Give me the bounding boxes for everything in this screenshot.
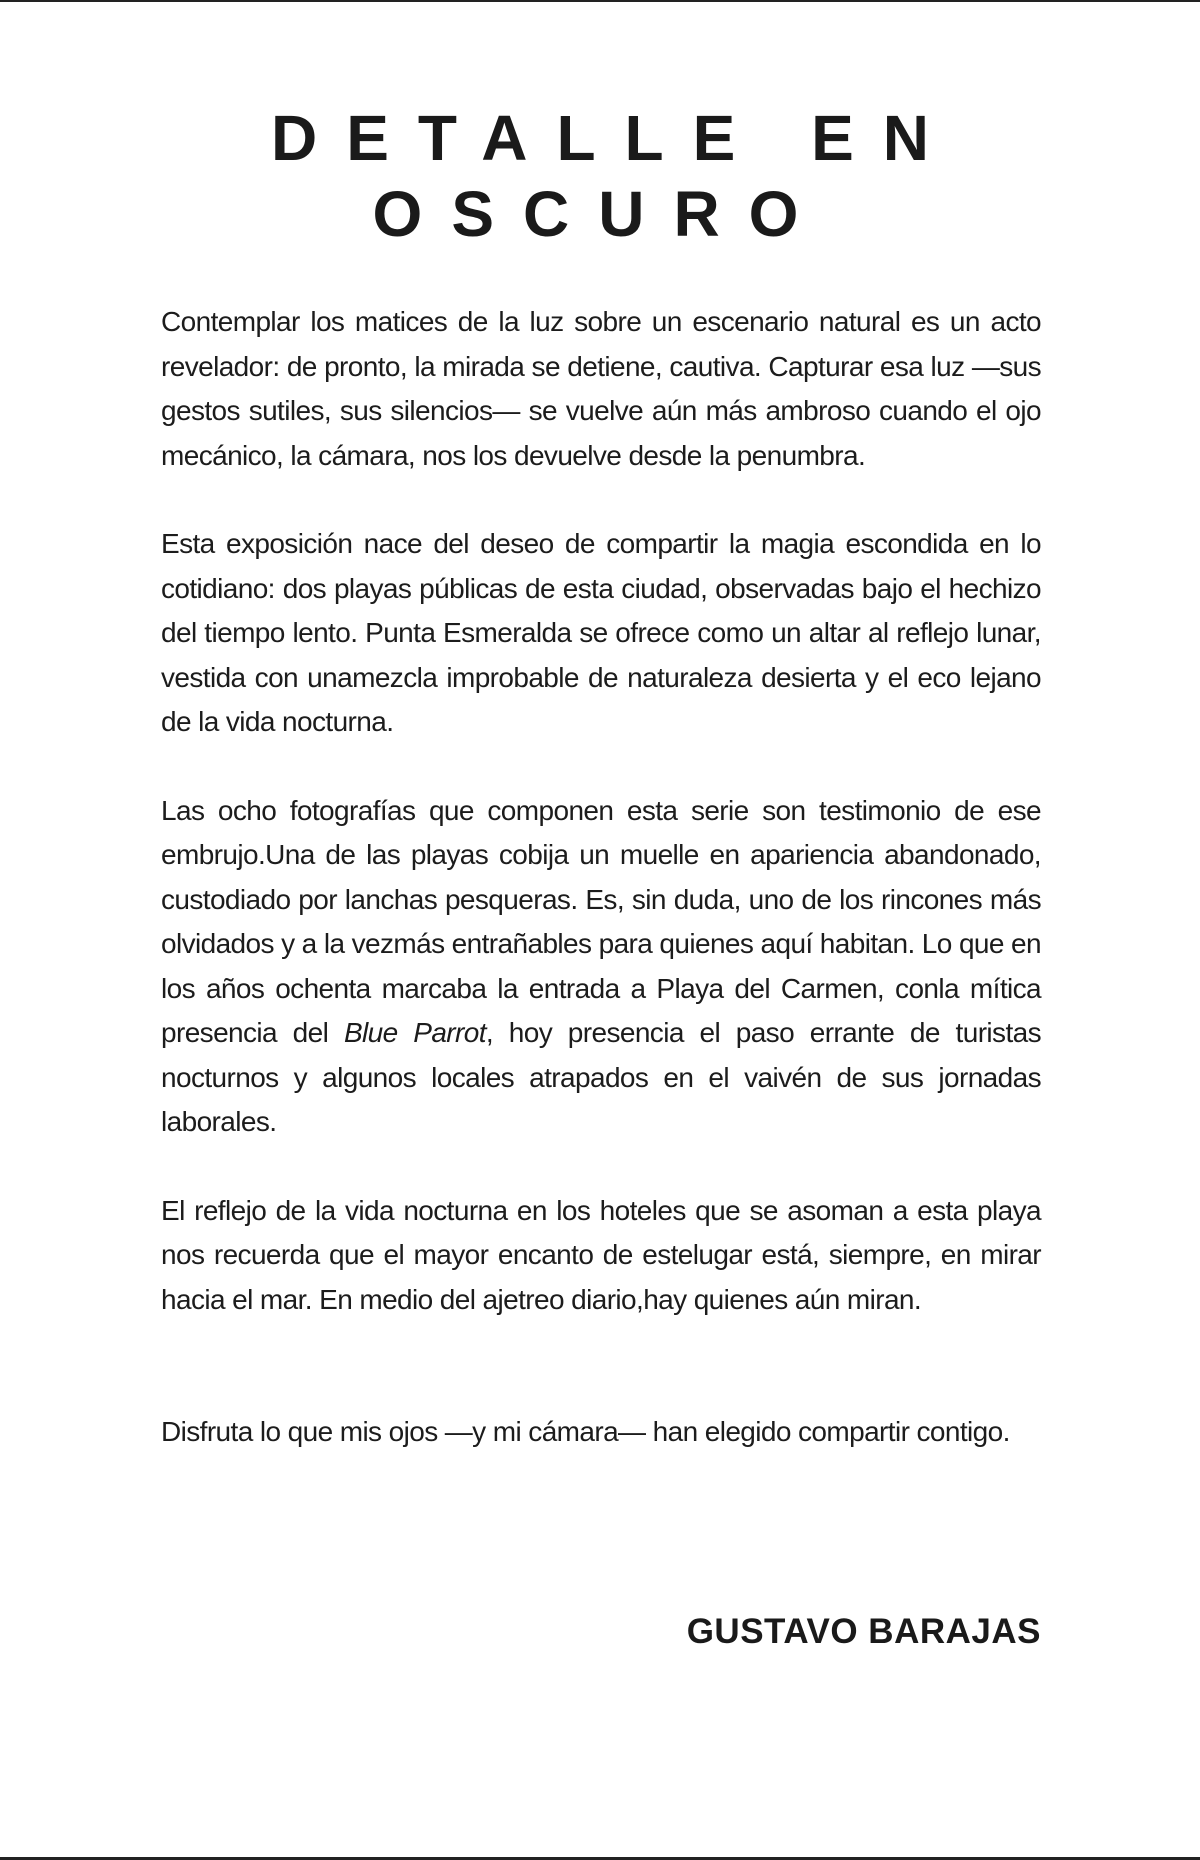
paragraph-2: Esta exposición nace del deseo de compartir la magia escondida en lo cotidiano: dos playas públicas de esta ciudad, observadas bajo el hechizo del tiempo lento. Punta Esmeralda se ofrece como un altar al reflejo lunar, vestida con unamezcla improbable de naturaleza desierta y el eco lejano de la vida nocturna. (161, 528, 1041, 737)
author-signature: GUSTAVO BARAJAS (686, 1612, 1041, 1651)
paragraph-4: El reflejo de la vida nocturna en los hoteles que se asoman a esta playa nos recuerda que el mayor encanto de estelugar está, siempre, en mirar hacia el mar. En medio del ajetreo diario,hay quienes aún miran. (161, 1194, 1041, 1315)
blue-parrot-title: Blue Parrot (343, 1017, 486, 1048)
exhibition-text (161, 300, 1041, 1499)
page-title: DETALLE EN OSCURO (270, 102, 959, 250)
paragraph-3-text-start: Las ocho fotografías que componen esta serie son testimonio de ese embrujo.Una de las playas cobija un muelle en apariencia abandonado, custodiado por lanchas pesqueras. Es, sin duda, uno de los rincones más olvidados y a la vezmás entrañables para quienes aquí habitan. Lo que en los años ochenta marcaba la entrada a Playa del Carmen, conla mítica presencia del (161, 794, 1041, 1048)
closing-line: Disfruta lo que mis ojos —y mi cámara— han elegido compartir contigo. (161, 1416, 1010, 1447)
paragraph-3-text-end: , hoy presencia el paso errante de turistas nocturnos y algunos locales atrapados en el vaivén de sus jornadas laborales. (161, 1017, 1041, 1137)
paragraph-1: Contemplar los matices de la luz sobre un escenario natural es un acto revelador: de pronto, la mirada se detiene, cautiva. Capturar esa luz —sus gestos sutiles, sus silencios— se vuelve aún más ambroso cuando el ojo mecánico, la cámara, nos los devuelve desde la penumbra. (161, 306, 1041, 471)
top-border-line (0, 0, 1200, 2)
paragraph-3 (161, 789, 1041, 1145)
